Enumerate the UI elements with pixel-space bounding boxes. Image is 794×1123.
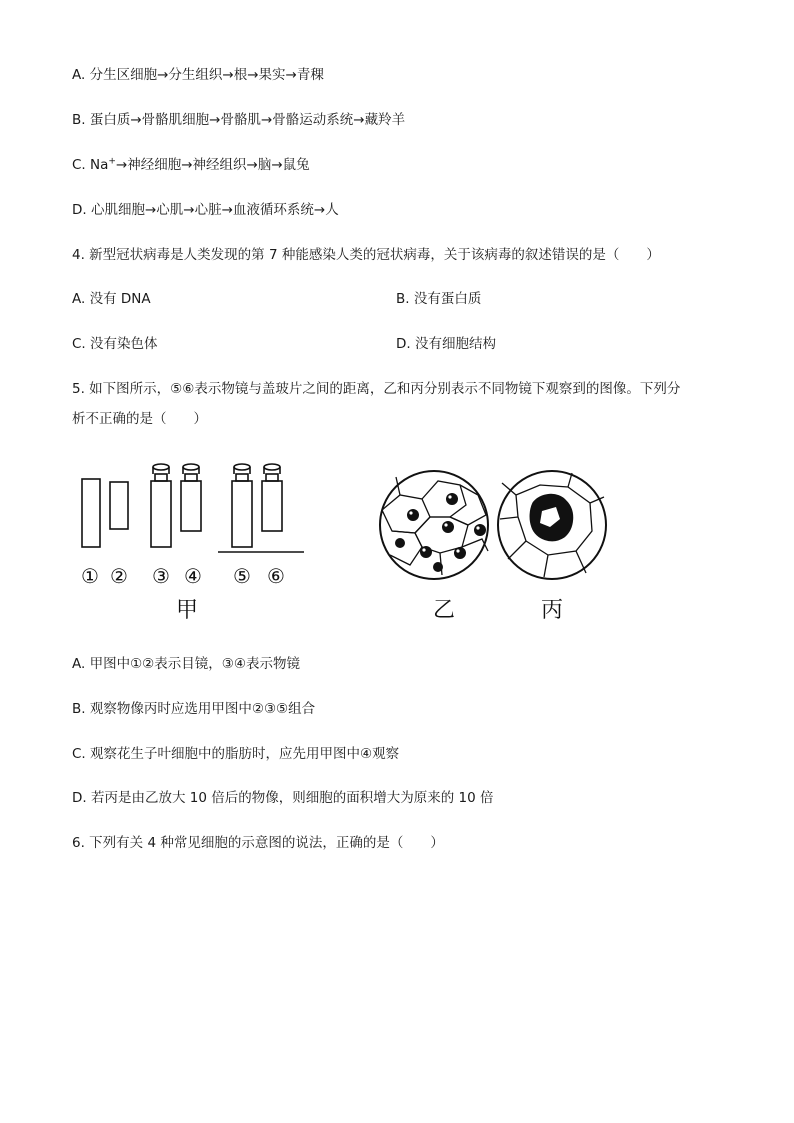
- q5-option-b: B. 观察物像丙时应选用甲图中②③⑤组合: [72, 701, 316, 717]
- figure-label-jia: 甲: [175, 598, 199, 623]
- view-yi-low-magnification: [380, 471, 488, 579]
- q4-option-c: C. 没有染色体: [72, 336, 158, 352]
- lens-2-eyepiece-short: [110, 482, 128, 529]
- lens-label-4: ④: [184, 564, 202, 588]
- q3-option-a: A. 分生区细胞→分生组织→根→果实→青稞: [72, 67, 324, 83]
- q5-figure: [70, 455, 630, 630]
- figure-label-yi: 乙: [432, 598, 456, 623]
- q4-option-b: B. 没有蛋白质: [396, 291, 482, 307]
- q6-stem: 6. 下列有关 4 种常见细胞的示意图的说法，正确的是（ ）: [72, 835, 444, 851]
- lens-5-objective-close: [232, 464, 252, 547]
- lens-6-objective-far: [262, 464, 282, 531]
- lens-label-2: ②: [110, 564, 128, 588]
- lens-label-6: ⑥: [267, 564, 285, 588]
- q5-option-a: A. 甲图中①②表示目镜，③④表示物镜: [72, 656, 300, 672]
- q3-option-c-suffix: →神经细胞→神经组织→脑→鼠兔: [115, 157, 310, 173]
- view-bing-high-magnification: [498, 471, 606, 579]
- lens-label-5: ⑤: [233, 564, 251, 588]
- q3-option-c-prefix: C. Na: [72, 157, 109, 173]
- q5-option-c: C. 观察花生子叶细胞中的脂肪时，应先用甲图中④观察: [72, 746, 400, 762]
- figure-label-bing: 丙: [540, 598, 564, 623]
- q5-option-d: D. 若丙是由乙放大 10 倍后的物像，则细胞的面积增大为原来的 10 倍: [72, 790, 494, 806]
- microscope-lenses-diagram: [82, 464, 304, 552]
- q4-option-d: D. 没有细胞结构: [396, 336, 496, 352]
- q5-stem-line2: 析不正确的是（ ）: [72, 411, 207, 427]
- lens-label-3: ③: [152, 564, 170, 588]
- lens-3-objective-long: [151, 464, 171, 547]
- q3-option-c: [72, 156, 310, 174]
- q4-option-a: A. 没有 DNA: [72, 291, 151, 307]
- lens-label-1: ①: [81, 564, 99, 588]
- q3-option-b: B. 蛋白质→骨骼肌细胞→骨骼肌→骨骼运动系统→藏羚羊: [72, 112, 406, 128]
- q3-option-d: D. 心肌细胞→心肌→心脏→血液循环系统→人: [72, 202, 339, 218]
- q3-option-c-sup: +: [108, 156, 116, 167]
- q4-stem: 4. 新型冠状病毒是人类发现的第 7 种能感染人类的冠状病毒，关于该病毒的叙述错误的是（ ）: [72, 247, 660, 263]
- lens-1-eyepiece-long: [82, 479, 100, 547]
- lens-4-objective-short: [181, 464, 201, 531]
- q5-stem-line1: 5. 如下图所示，⑤⑥表示物镜与盖玻片之间的距离，乙和丙分别表示不同物镜下观察到的图像。下列分: [72, 381, 681, 397]
